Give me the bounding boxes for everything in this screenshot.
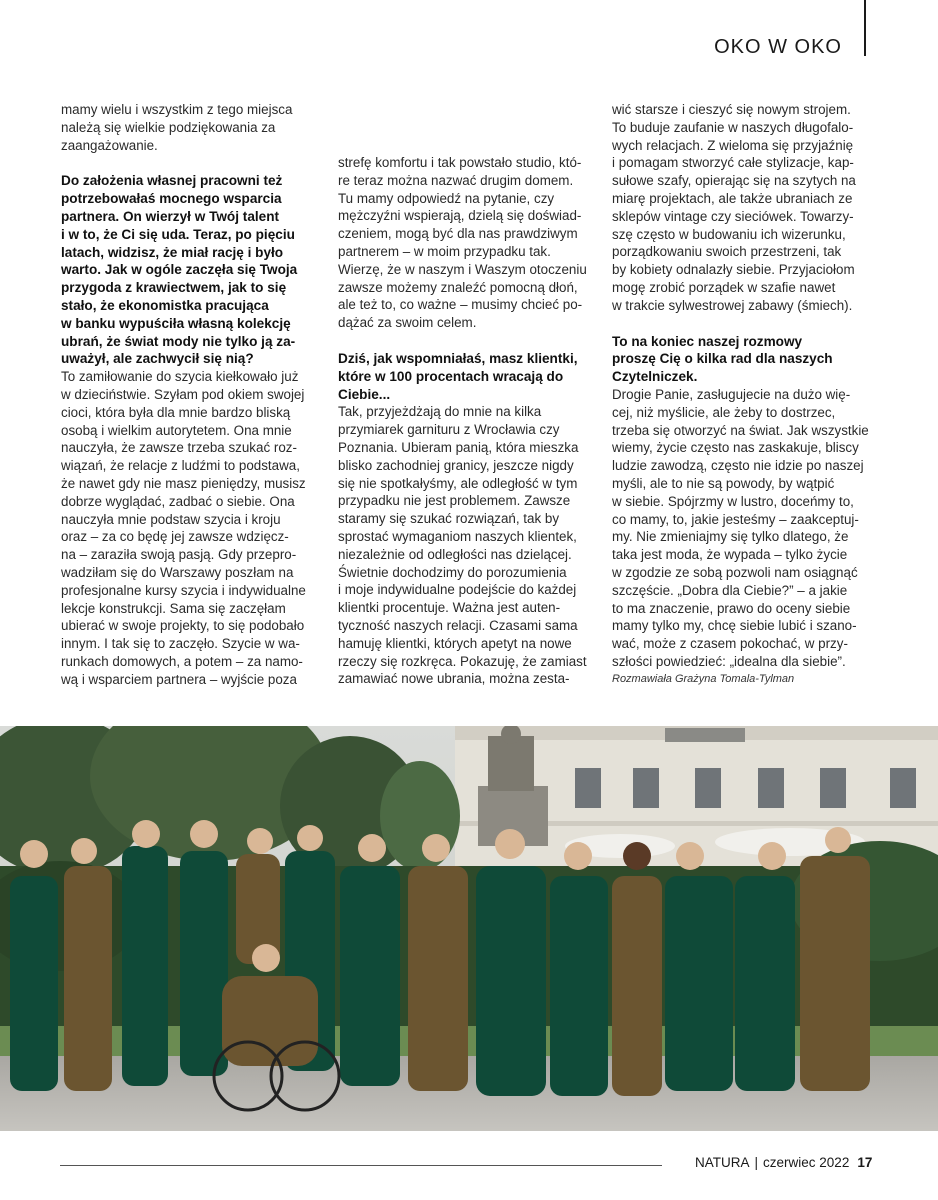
- text-column-2: [338, 154, 590, 688]
- header-rule: [864, 0, 866, 56]
- group-photo: [0, 726, 938, 1131]
- body-text: strefę komfortu i tak powstało studio, któ- re teraz można nazwać drugim domem. Tu mamy odpowiedź na pytanie, czy mężczyźni wspierają, dzielą się doświad- czeniem, mogą być dla nas prawdziwym partnerem – w moim przypadku tak. Wierzę, że w naszym i Waszym otoczeniu zawsze możemy znaleźć pomocną dłoń, ale też to, co ważne – musimy chcieć po- dążać za swoim celem.: [338, 155, 587, 331]
- page-number: 17: [857, 1155, 873, 1170]
- section-title: OKO W OKO: [714, 36, 842, 58]
- footer-separator: |: [754, 1155, 759, 1170]
- body-text: Drogie Panie, zasługujecie na dużo wię- cej, niż myślicie, ale żeby to dostrzec, trzeba się otworzyć na świat. Jak wszystkie wiemy, życie często nas zaskakuje, bliscy ludzie zawodzą, często nie idzie po naszej myśli, ale to nie są powody, by wątpić w siebie. Spójrzmy w lustro, doceńmy to, co mamy, to, jakie jesteśmy – zaakceptuj- my. Nie zmieniajmy się tylko dlatego, że taka jest moda, że wypada – tylko życie w zgodzie ze sobą pozwoli nam osiągnąć szczęście. „Dobra dla Ciebie?” – a jakie to ma znaczenie, prawo do oceny siebie mamy tylko my, chcę siebie lubić i szano- wać, może z czasem pokochać, w przy- szłości powiedzieć: „idealna dla siebie”.: [612, 386, 869, 669]
- group-photo-illustration: [0, 726, 938, 1131]
- footer-rule: [60, 1165, 662, 1166]
- body-text: wić starsze i cieszyć się nowym strojem. To buduje zaufanie w naszych długofalo- wych relacjach. Z wieloma się przyjaźnię i pomagam stworzyć całe stylizacje, kap- sułowe szafy, opierając się na szytych na miarę projektach, ale także ubraniach ze sklepów vintage czy sieciówek. Towarzy- szę często w budowaniu ich wizerunku, porządkowaniu swoich przestrzeni, tak by kobiety odnalazły siebie. Przyjaciołom mogę zrobić porządek w szafie nawet w trakcie sylwestrowej zabawy (śmiech).: [612, 102, 856, 313]
- interview-question: To na koniec naszej rozmowy proszę Cię o kilka rad dla naszych Czytelniczek.: [612, 333, 833, 385]
- text-column-3: [612, 101, 874, 689]
- issue-date: czerwiec 2022: [763, 1155, 850, 1170]
- body-text: mamy wielu i wszystkim z tego miejsca należą się wielkie podziękowania za zaangażowanie.: [61, 102, 293, 153]
- page-footer: [695, 1155, 872, 1170]
- interview-question: Dziś, jak wspomniałaś, masz klientki, które w 100 procentach wracają do Ciebie...: [338, 350, 578, 402]
- author-credit: Rozmawiała Grażyna Tomala-Tylman: [612, 672, 795, 685]
- magazine-name: NATURA: [695, 1155, 750, 1170]
- body-text: Tak, przyjeżdżają do mnie na kilka przymiarek garnituru z Wrocławia czy Poznania. Ubieram panią, która mieszka blisko zachodniej granicy, jeszcze nigdy się nie spotkałyśmy, ale odległość w tym przypadku nie jest problemem. Zawsze staramy się szukać rozwiązań, tak by sprostać wymaganiom naszych klientek, niezależnie od odległości nas dzielącej. Świetnie dochodzimy do porozumienia i moje indywidualne podejście do każdej klientki procentuje. Ważna jest auten- tyczność naszych relacji. Czasami sama hamuję klientki, których apetyt na nowe rzeczy się rozkręca. Pokazuję, że zamiast zamawiać nowe ubrania, można zesta-: [338, 404, 587, 687]
- text-column-1: [61, 101, 311, 689]
- interview-question: Do założenia własnej pracowni też potrzebowałaś mocnego wsparcia partnera. On wierzył w Twój talent i w to, że Ci się uda. Teraz, po pięciu latach, widzisz, że miał rację i było warto. Jak w ogóle zaczęła się Twoja przygoda z krawiectwem, jak to się stało, że ekonomistka pracująca w banku wypuściła własną kolekcję ubrań, że świat mody nie tylko ją za- uważył, ale zachwycił się nią?: [61, 173, 298, 367]
- body-text: To zamiłowanie do szycia kiełkowało już w dzieciństwie. Szyłam pod okiem swojej cioci, która była dla mnie bardzo bliską osobą i wielkim autorytetem. Ona mnie nauczyła, że zawsze trzeba szukać roz- wiązań, że relacje z ludźmi to podstawa, że nawet gdy nie masz pieniędzy, musisz dobrze wyglądać, zadbać o siebie. Ona nauczyła mnie podstaw szycia i kroju oraz – za co będę jej zawsze wdzięcz- na – zaraziła swoją pasją. Gdy przepro- wadziłam się do Warszawy poszłam na profesjonalne kursy szycia i indywidualne lekcje konstrukcji. Sama się zaczęłam ubierać w swoje projekty, to się podobało innym. I tak się to zaczęło. Szycie w wa- runkach domowych, a potem – za namo- wą i wsparciem partnera – wyjście poza: [61, 369, 306, 687]
